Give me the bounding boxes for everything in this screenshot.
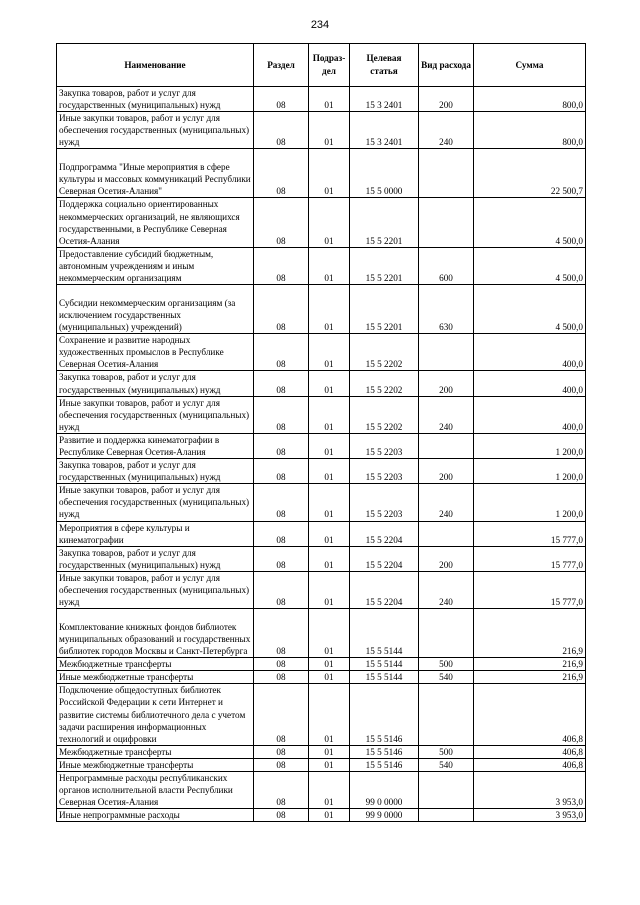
- cell-section: 08: [254, 758, 309, 771]
- cell-type: 500: [419, 745, 474, 758]
- table-row: [57, 112, 586, 149]
- cell-target: 15 5 5146: [350, 745, 419, 758]
- cell-section: 08: [254, 198, 309, 247]
- cell-subsection: 01: [309, 609, 350, 658]
- cell-section: 08: [254, 745, 309, 758]
- table-row: [57, 609, 586, 658]
- table-header-row: [57, 44, 586, 87]
- cell-section: 08: [254, 671, 309, 684]
- cell-section: 08: [254, 809, 309, 822]
- cell-target: 99 9 0000: [350, 809, 419, 822]
- cell-subsection: 01: [309, 758, 350, 771]
- cell-name: Мероприятия в сфере культуры и кинематографии: [57, 521, 254, 546]
- cell-type: [419, 433, 474, 458]
- cell-target: 99 0 0000: [350, 772, 419, 809]
- cell-type: 240: [419, 571, 474, 608]
- page-number: 234: [310, 19, 330, 31]
- cell-section: 08: [254, 371, 309, 396]
- header-name: Наименование: [57, 44, 254, 87]
- cell-sum: 4 500,0: [474, 247, 586, 284]
- cell-type: 200: [419, 459, 474, 484]
- cell-sum: 406,8: [474, 758, 586, 771]
- table-row: [57, 484, 586, 521]
- cell-name: Межбюджетные трансферты: [57, 745, 254, 758]
- cell-target: 15 5 2204: [350, 546, 419, 571]
- header-target: Целевая статья: [350, 44, 419, 87]
- cell-sum: 400,0: [474, 334, 586, 371]
- cell-target: 15 5 2204: [350, 521, 419, 546]
- cell-section: 08: [254, 149, 309, 198]
- cell-name: Предоставление субсидий бюджетным, автономным учреждениям и иным некоммерческим организациям: [57, 247, 254, 284]
- cell-type: 540: [419, 758, 474, 771]
- table-row: [57, 396, 586, 433]
- cell-subsection: 01: [309, 87, 350, 112]
- cell-section: 08: [254, 571, 309, 608]
- cell-sum: 216,9: [474, 609, 586, 658]
- cell-sum: 400,0: [474, 396, 586, 433]
- cell-subsection: 01: [309, 459, 350, 484]
- cell-type: 200: [419, 371, 474, 396]
- cell-target: 15 5 2203: [350, 459, 419, 484]
- cell-subsection: 01: [309, 521, 350, 546]
- table-row: [57, 198, 586, 247]
- header-subsection: Подраз-дел: [309, 44, 350, 87]
- cell-type: 600: [419, 247, 474, 284]
- cell-subsection: 01: [309, 285, 350, 334]
- cell-type: [419, 334, 474, 371]
- cell-sum: 1 200,0: [474, 459, 586, 484]
- cell-section: 08: [254, 334, 309, 371]
- cell-subsection: 01: [309, 745, 350, 758]
- header-type: Вид расхода: [419, 44, 474, 87]
- cell-subsection: 01: [309, 247, 350, 284]
- cell-subsection: 01: [309, 772, 350, 809]
- cell-subsection: 01: [309, 484, 350, 521]
- cell-target: 15 5 5144: [350, 609, 419, 658]
- cell-section: 08: [254, 772, 309, 809]
- cell-subsection: 01: [309, 396, 350, 433]
- cell-type: [419, 521, 474, 546]
- table-row: [57, 285, 586, 334]
- cell-subsection: 01: [309, 671, 350, 684]
- table-row: [57, 758, 586, 771]
- cell-subsection: 01: [309, 433, 350, 458]
- cell-name: Иные непрограммные расходы: [57, 809, 254, 822]
- cell-type: 630: [419, 285, 474, 334]
- cell-sum: 1 200,0: [474, 433, 586, 458]
- cell-name: Подпрограмма "Иные мероприятия в сфере культуры и массовых коммуникаций Республики Северная Осетия-Алания": [57, 149, 254, 198]
- cell-section: 08: [254, 433, 309, 458]
- cell-type: 200: [419, 546, 474, 571]
- table-row: [57, 684, 586, 745]
- table-row: [57, 772, 586, 809]
- table-row: [57, 745, 586, 758]
- table-row: [57, 149, 586, 198]
- cell-section: 08: [254, 247, 309, 284]
- cell-name: Непрограммные расходы республиканских органов исполнительной власти Республики Северная Осетия-Алания: [57, 772, 254, 809]
- cell-type: 240: [419, 112, 474, 149]
- cell-target: 15 5 2202: [350, 334, 419, 371]
- cell-target: 15 5 5144: [350, 658, 419, 671]
- cell-name: Комплектование книжных фондов библиотек муниципальных образований и государственных библиотек городов Москвы и Санкт-Петербурга: [57, 609, 254, 658]
- cell-type: 200: [419, 87, 474, 112]
- cell-type: 240: [419, 484, 474, 521]
- cell-target: 15 5 2203: [350, 433, 419, 458]
- cell-section: 08: [254, 112, 309, 149]
- cell-section: 08: [254, 459, 309, 484]
- cell-name: Развитие и поддержка кинематографии в Республике Северная Осетия-Алания: [57, 433, 254, 458]
- cell-section: 08: [254, 658, 309, 671]
- cell-sum: 3 953,0: [474, 772, 586, 809]
- cell-subsection: 01: [309, 809, 350, 822]
- cell-subsection: 01: [309, 198, 350, 247]
- cell-type: [419, 772, 474, 809]
- cell-section: 08: [254, 484, 309, 521]
- cell-target: 15 5 5144: [350, 671, 419, 684]
- cell-sum: 4 500,0: [474, 285, 586, 334]
- cell-type: [419, 809, 474, 822]
- cell-name: Закупка товаров, работ и услуг для государственных (муниципальных) нужд: [57, 371, 254, 396]
- cell-name: Иные закупки товаров, работ и услуг для обеспечения государственных (муниципальных) нужд: [57, 112, 254, 149]
- table-row: [57, 571, 586, 608]
- cell-subsection: 01: [309, 149, 350, 198]
- cell-sum: 406,8: [474, 745, 586, 758]
- cell-name: Иные закупки товаров, работ и услуг для обеспечения государственных (муниципальных) нужд: [57, 484, 254, 521]
- table-row: [57, 658, 586, 671]
- cell-type: 540: [419, 671, 474, 684]
- cell-section: 08: [254, 396, 309, 433]
- cell-sum: 3 953,0: [474, 809, 586, 822]
- cell-sum: 216,9: [474, 658, 586, 671]
- cell-section: 08: [254, 609, 309, 658]
- cell-target: 15 5 0000: [350, 149, 419, 198]
- cell-target: 15 5 2201: [350, 198, 419, 247]
- cell-sum: 15 777,0: [474, 571, 586, 608]
- cell-target: 15 5 2203: [350, 484, 419, 521]
- cell-section: 08: [254, 546, 309, 571]
- table-row: [57, 433, 586, 458]
- header-sum: Сумма: [474, 44, 586, 87]
- cell-sum: 800,0: [474, 87, 586, 112]
- cell-sum: 4 500,0: [474, 198, 586, 247]
- cell-type: [419, 684, 474, 745]
- cell-target: 15 5 2202: [350, 396, 419, 433]
- cell-sum: 400,0: [474, 371, 586, 396]
- table-row: [57, 671, 586, 684]
- cell-target: 15 5 2201: [350, 285, 419, 334]
- cell-type: [419, 609, 474, 658]
- cell-subsection: 01: [309, 684, 350, 745]
- cell-name: Закупка товаров, работ и услуг для государственных (муниципальных) нужд: [57, 459, 254, 484]
- table-row: [57, 459, 586, 484]
- cell-name: Иные закупки товаров, работ и услуг для обеспечения государственных (муниципальных) нужд: [57, 396, 254, 433]
- cell-sum: 1 200,0: [474, 484, 586, 521]
- table-row: [57, 371, 586, 396]
- cell-subsection: 01: [309, 112, 350, 149]
- cell-section: 08: [254, 285, 309, 334]
- cell-name: Иные межбюджетные трансферты: [57, 671, 254, 684]
- table-row: [57, 247, 586, 284]
- cell-name: Закупка товаров, работ и услуг для государственных (муниципальных) нужд: [57, 87, 254, 112]
- cell-sum: 15 777,0: [474, 546, 586, 571]
- cell-name: Иные закупки товаров, работ и услуг для обеспечения государственных (муниципальных) нужд: [57, 571, 254, 608]
- cell-name: Субсидии некоммерческим организациям (за исключением государственных (муниципальных) учреждений): [57, 285, 254, 334]
- cell-name: Закупка товаров, работ и услуг для государственных (муниципальных) нужд: [57, 546, 254, 571]
- cell-target: 15 5 5146: [350, 758, 419, 771]
- cell-target: 15 5 2202: [350, 371, 419, 396]
- cell-name: Сохранение и развитие народных художественных промыслов в Республике Северная Осетия-Алания: [57, 334, 254, 371]
- cell-section: 08: [254, 521, 309, 546]
- cell-name: Подключение общедоступных библиотек Российской Федерации к сети Интернет и развитие системы библиотечного дела с учетом задачи расширения информационных технологий и оцифровки: [57, 684, 254, 745]
- cell-target: 15 5 2201: [350, 247, 419, 284]
- table-row: [57, 521, 586, 546]
- cell-type: 240: [419, 396, 474, 433]
- cell-target: 15 3 2401: [350, 112, 419, 149]
- cell-sum: 800,0: [474, 112, 586, 149]
- cell-target: 15 5 2204: [350, 571, 419, 608]
- table-row: [57, 809, 586, 822]
- cell-name: Иные межбюджетные трансферты: [57, 758, 254, 771]
- cell-subsection: 01: [309, 371, 350, 396]
- cell-sum: 15 777,0: [474, 521, 586, 546]
- cell-subsection: 01: [309, 571, 350, 608]
- cell-section: 08: [254, 87, 309, 112]
- table-row: [57, 87, 586, 112]
- cell-type: 500: [419, 658, 474, 671]
- header-section: Раздел: [254, 44, 309, 87]
- cell-type: [419, 198, 474, 247]
- table-row: [57, 334, 586, 371]
- cell-subsection: 01: [309, 334, 350, 371]
- cell-target: 15 5 5146: [350, 684, 419, 745]
- cell-name: Поддержка социально ориентированных некоммерческих организаций, не являющихся государственными, в Республике Северная Осетия-Алания: [57, 198, 254, 247]
- cell-sum: 406,8: [474, 684, 586, 745]
- budget-table: [56, 43, 586, 822]
- cell-sum: 216,9: [474, 671, 586, 684]
- cell-section: 08: [254, 684, 309, 745]
- cell-subsection: 01: [309, 546, 350, 571]
- cell-target: 15 3 2401: [350, 87, 419, 112]
- cell-name: Межбюджетные трансферты: [57, 658, 254, 671]
- cell-subsection: 01: [309, 658, 350, 671]
- table-row: [57, 546, 586, 571]
- cell-sum: 22 500,7: [474, 149, 586, 198]
- cell-type: [419, 149, 474, 198]
